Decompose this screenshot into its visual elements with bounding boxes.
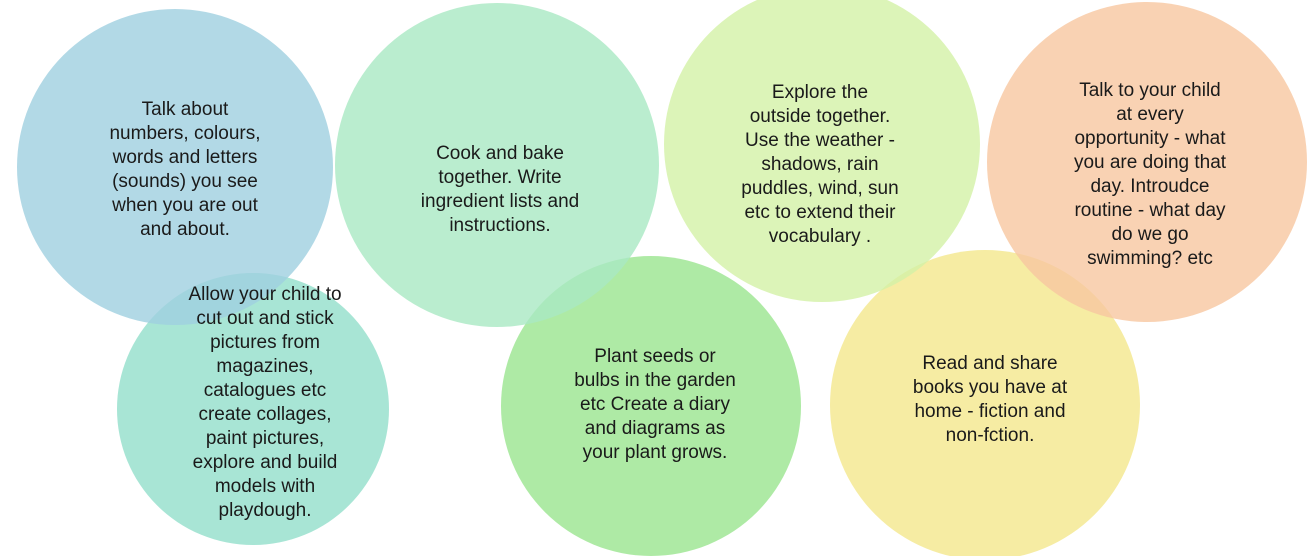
- text-explore-outside: Explore the outside together. Use the weather - shadows, rain puddles, wind, sun etc to extend their vocabulary .: [741, 82, 899, 247]
- text-read-books: Read and share books you have at home - fiction and non-fction.: [912, 353, 1068, 446]
- text-cook-bake: Cook and bake together. Write ingredient lists and instructions.: [420, 143, 580, 236]
- text-talk-child: Talk to your child at every opportunity - what you are doing that day. Introudce routine - what day do we go swimming? etc: [1073, 80, 1227, 269]
- text-collage: Allow your child to cut out and stick pictures from magazines, catalogues etc create collages, paint pictures, explore and build models with playdough.: [188, 284, 342, 521]
- text-plant-seeds: Plant seeds or bulbs in the garden etc Create a diary and diagrams as your plant grows.: [574, 346, 736, 463]
- text-talk-numbers: Talk about numbers, colours, words and letters (sounds) you see when you are out and about.: [109, 99, 261, 240]
